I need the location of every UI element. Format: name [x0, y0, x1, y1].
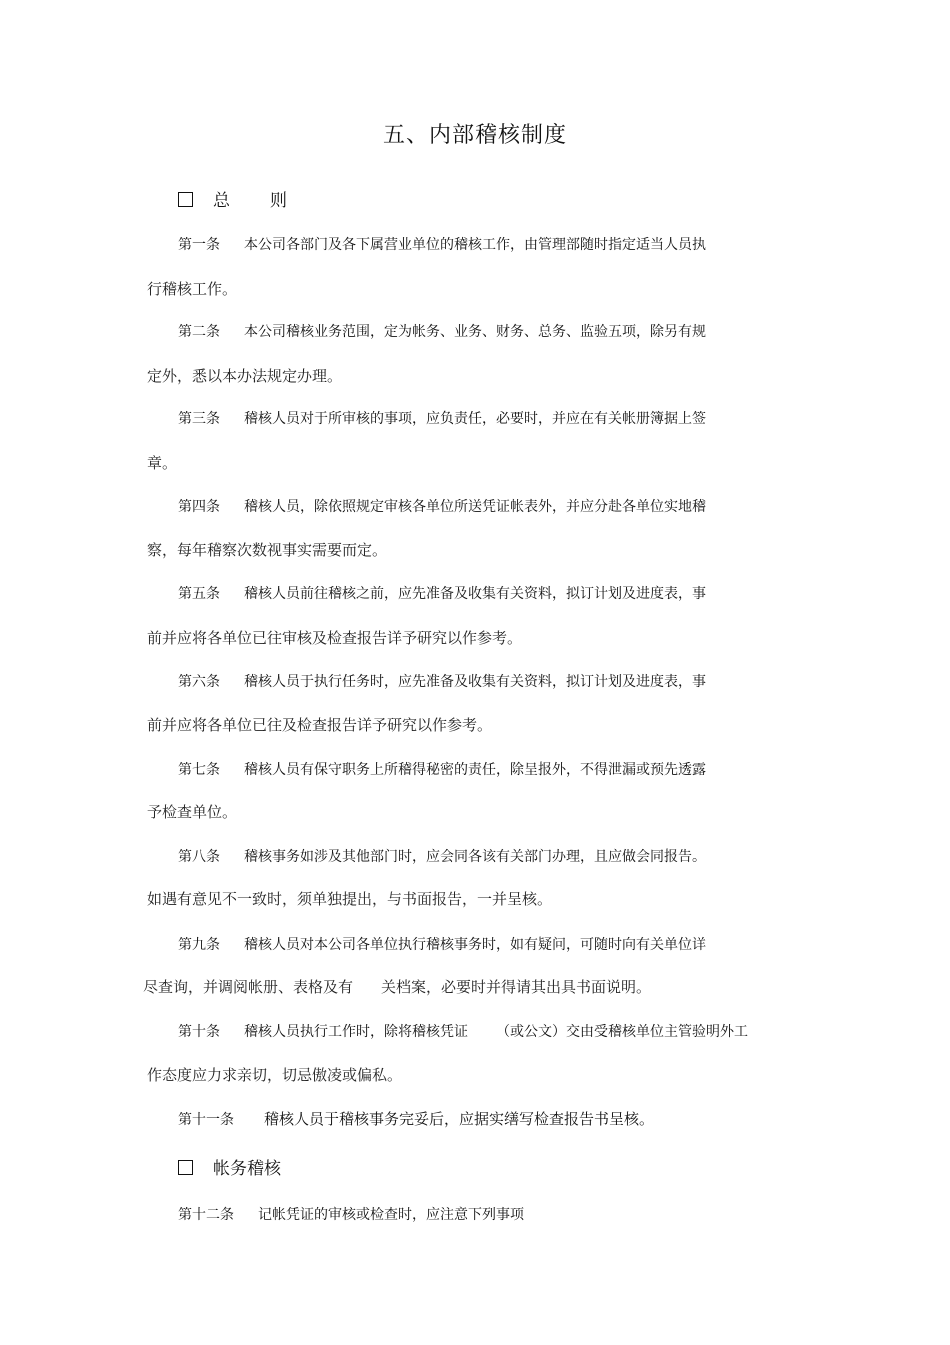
article-3-line-2: 章。	[147, 454, 178, 472]
article-number: 第七条	[178, 762, 220, 778]
article-8-line-2: 如遇有意见不一致时，须单独提出，与书面报告，一并呈核。	[147, 890, 553, 908]
article-text: 稽核事务如涉及其他部门时，应会同各该有关部门办理，且应做会同报告。	[244, 849, 706, 865]
article-7-line-1	[178, 759, 706, 779]
article-4-line-2: 察，每年稽察次数视事实需要而定。	[147, 541, 388, 559]
article-9-line-2	[143, 976, 651, 997]
article-number: 第五条	[178, 586, 220, 602]
article-1-line-1	[178, 234, 706, 254]
article-number: 第十一条	[178, 1112, 234, 1128]
article-10-line-1	[178, 1021, 748, 1041]
article-10-line-2: 作态度应力求亲切，切忌傲凌或偏私。	[147, 1066, 403, 1084]
article-2-line-1	[178, 321, 706, 341]
article-8-line-1	[178, 846, 706, 866]
article-number: 第十二条	[178, 1207, 234, 1223]
article-number: 第九条	[178, 937, 220, 953]
article-text-part-2: 关档案，必要时并得请其出具书面说明。	[381, 978, 652, 996]
article-number: 第一条	[178, 237, 220, 253]
article-9-line-1	[178, 934, 706, 954]
article-2-line-2: 定外，悉以本办法规定办理。	[147, 367, 343, 385]
article-text: 稽核人员对于所审核的事项，应负责任，必要时，并应在有关帐册簿据上签	[244, 411, 706, 427]
checkbox-square-icon	[178, 192, 193, 207]
article-text-part-1: 稽核人员执行工作时，除将稽核凭证	[244, 1024, 468, 1040]
section-general-heading	[178, 186, 287, 211]
article-4-line-1	[178, 496, 706, 516]
article-number: 第八条	[178, 849, 220, 865]
article-text: 稽核人员于执行任务时，应先准备及收集有关资料，拟订计划及进度表，事	[244, 674, 706, 690]
article-number: 第六条	[178, 674, 220, 690]
section-general-char-1: 总	[213, 191, 230, 211]
article-text-part-1: 尽查询，并调阅帐册、表格及有	[143, 978, 354, 996]
article-text: 稽核人员于稽核事务完妥后，应据实缮写检查报告书呈核。	[264, 1110, 655, 1128]
article-6-line-2: 前并应将各单位已往及检查报告详予研究以作参考。	[147, 716, 493, 734]
article-11-line-1	[178, 1108, 654, 1129]
article-7-line-2: 予检查单位。	[147, 803, 238, 821]
article-3-line-1	[178, 408, 706, 428]
article-5-line-1	[178, 583, 706, 603]
article-text: 稽核人员，除依照规定审核各单位所送凭证帐表外，并应分赴各单位实地稽	[244, 499, 706, 515]
article-number: 第十条	[178, 1024, 220, 1040]
article-text: 稽核人员对本公司各单位执行稽核事务时，如有疑问，可随时向有关单位详	[244, 937, 706, 953]
article-1-line-2: 行稽核工作。	[147, 280, 238, 298]
article-text: 稽核人员有保守职务上所稽得秘密的责任，除呈报外，不得泄漏或预先透露	[244, 762, 706, 778]
article-text-part-2: （或公文）交由受稽核单位主管验明外工	[496, 1024, 748, 1040]
article-text: 稽核人员前往稽核之前，应先准备及收集有关资料，拟订计划及进度表，事	[244, 586, 706, 602]
article-text: 记帐凭证的审核或检查时，应注意下列事项	[258, 1207, 524, 1223]
page-title: 五、内部稽核制度	[382, 123, 567, 148]
article-text: 本公司各部门及各下属营业单位的稽核工作，由管理部随时指定适当人员执	[244, 237, 706, 253]
section-accounts-heading	[178, 1154, 281, 1179]
article-number: 第四条	[178, 499, 220, 515]
article-6-line-1	[178, 671, 706, 691]
article-12-line-1	[178, 1204, 524, 1224]
article-number: 第二条	[178, 324, 220, 340]
checkbox-square-icon	[178, 1160, 193, 1175]
article-5-line-2: 前并应将各单位已往审核及检查报告详予研究以作参考。	[147, 629, 523, 647]
section-accounts-title: 帐务稽核	[213, 1159, 281, 1179]
article-text: 本公司稽核业务范围，定为帐务、业务、财务、总务、监验五项，除另有规	[244, 324, 706, 340]
article-number: 第三条	[178, 411, 220, 427]
section-general-char-2: 则	[270, 191, 287, 211]
